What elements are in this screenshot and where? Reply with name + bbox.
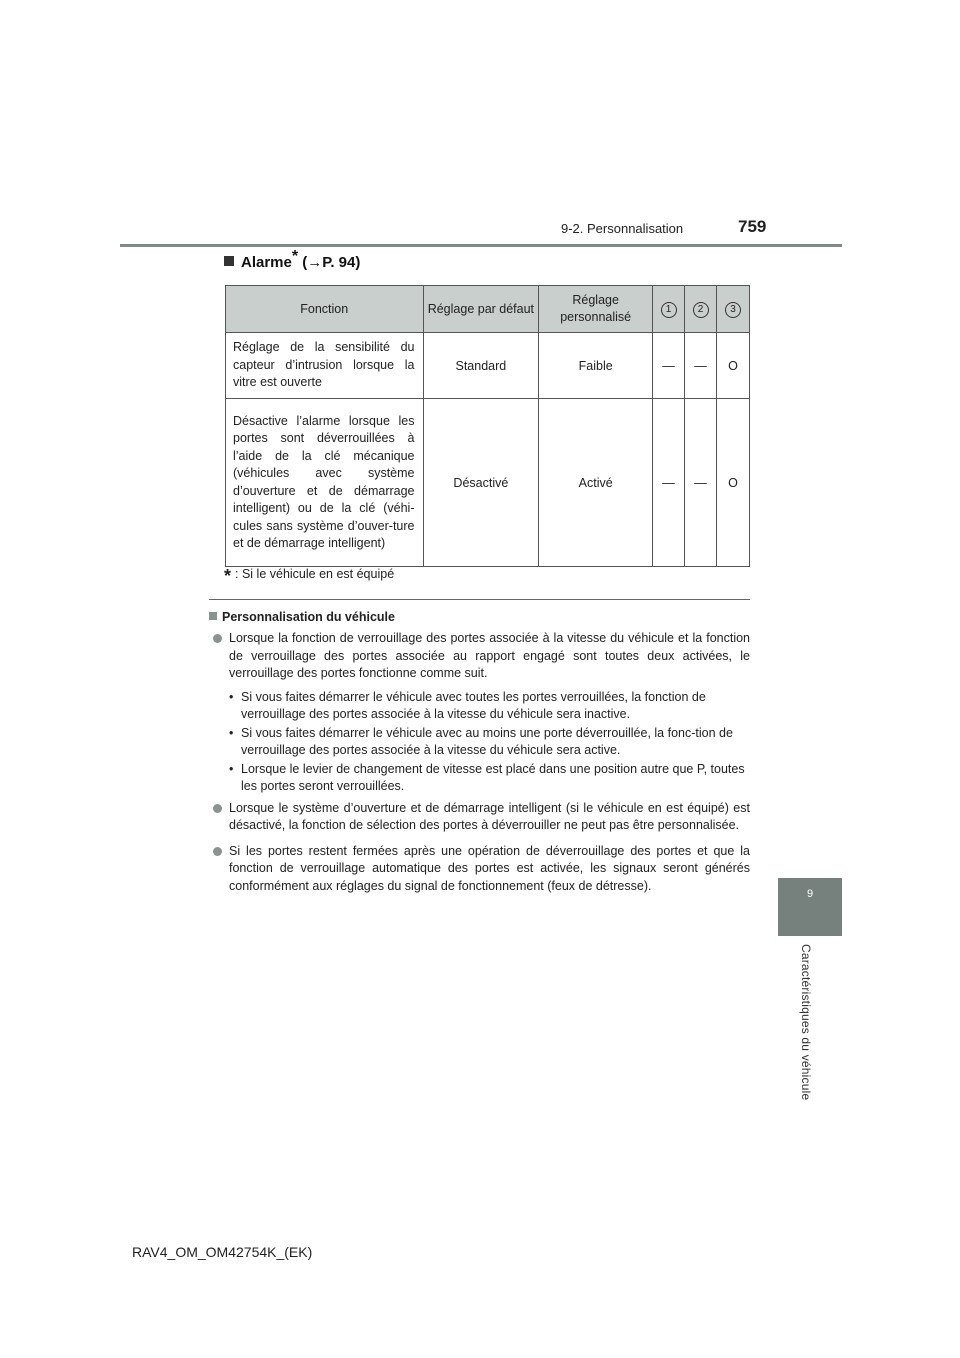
notes-title-text: Personnalisation du véhicule [222, 610, 395, 624]
note-text: Lorsque la fonction de verrouillage des portes associée à la vitesse du véhicule et la fonction de verrouillage des portes associée au rapport engagé sont toutes deux activées, le verrouillage des portes fonctionne comme suit. [229, 631, 750, 680]
cell-default: Désactivé [423, 399, 539, 567]
notes-title [209, 610, 750, 624]
header-fonction: Fonction [226, 286, 424, 333]
note-text: Si les portes restent fermées après une opération de déverrouillage des portes et que la fonction de verrouillage automatique des portes est activée, les signaux seront générés conformément aux réglages du signal de fonctionnement (feux de détresse). [229, 843, 750, 893]
sub-list [209, 689, 750, 796]
cell-c2: — [685, 399, 717, 567]
chapter-number: 9 [806, 888, 814, 900]
cell-c1: — [653, 399, 685, 567]
note-text: Lorsque le système d’ouverture et de démarrage intelligent (si le véhicule en est équipé) est désactivé, la fonction de sélection des portes à déverrouiller ne peut pas être personnalisée. [229, 800, 750, 832]
note-bullet [209, 630, 750, 683]
section-title [224, 248, 361, 271]
page-reference: (→P. 94) [302, 254, 361, 271]
circle-bullet-icon [213, 804, 222, 813]
square-bullet-icon [209, 612, 217, 620]
section-title-text: Alarme [241, 254, 292, 271]
header-col-2 [685, 286, 717, 333]
note-bullet [209, 843, 750, 896]
footnote-text: : Si le véhicule en est équipé [235, 567, 395, 581]
chapter-tab [778, 878, 842, 936]
cell-fonction: Désactive l’alarme lorsque les portes sont déverrouillées à l’aide de la clé mécanique (véhicules avec système d’ouverture et de démarrage intelligent) ou de la clé (véhi-cules sans système d’ouver-ture et de démarrage intelligent) [226, 399, 424, 567]
circled-number-3: 3 [725, 302, 741, 318]
list-item: • Si vous faites démarrer le véhicule avec au moins une porte déverrouillée, la fonc-tion de verrouillage des portes associée à la vitesse du véhicule sera active. [209, 725, 750, 760]
header-col-1 [653, 286, 685, 333]
circle-bullet-icon [213, 634, 222, 643]
cell-custom: Activé [539, 399, 653, 567]
list-item: • Lorsque le levier de changement de vitesse est placé dans une position autre que P, toutes les portes seront verrouillées. [209, 761, 750, 796]
table-header-row [226, 286, 750, 333]
header-col-3 [716, 286, 749, 333]
footnote-asterisk: * [224, 566, 232, 586]
asterisk-mark: * [291, 248, 299, 265]
page-number: 759 [738, 217, 767, 236]
cell-c1: — [653, 333, 685, 399]
circled-number-1: 1 [661, 302, 677, 318]
cell-c3: O [716, 399, 749, 567]
section-divider [209, 599, 750, 600]
notes-block [209, 610, 750, 903]
settings-table [225, 285, 750, 567]
chapter-label: Caractéristiques du véhicule [799, 944, 813, 1101]
cell-custom: Faible [539, 333, 653, 399]
header-custom: Réglage personnalisé [539, 286, 653, 333]
header-divider [120, 244, 842, 247]
circle-bullet-icon [213, 847, 222, 856]
header-default: Réglage par défaut [423, 286, 539, 333]
table-row [226, 399, 750, 567]
square-bullet-icon [224, 256, 234, 266]
note-bullet [209, 800, 750, 835]
cell-default: Standard [423, 333, 539, 399]
cell-fonction: Réglage de la sensibilité du capteur d’intrusion lorsque la vitre est ouverte [226, 333, 424, 399]
header-section-title: 9-2. Personnalisation [561, 221, 684, 236]
cell-c3: O [716, 333, 749, 399]
cell-c2: — [685, 333, 717, 399]
table-row [226, 333, 750, 399]
footnote [224, 566, 394, 587]
document-code: RAV4_OM_OM42754K_(EK) [132, 1244, 313, 1260]
circled-number-2: 2 [693, 302, 709, 318]
list-item: • Si vous faites démarrer le véhicule avec toutes les portes verrouillées, la fonction de verrouillage des portes associée à la vitesse du véhicule sera inactive. [209, 689, 750, 724]
